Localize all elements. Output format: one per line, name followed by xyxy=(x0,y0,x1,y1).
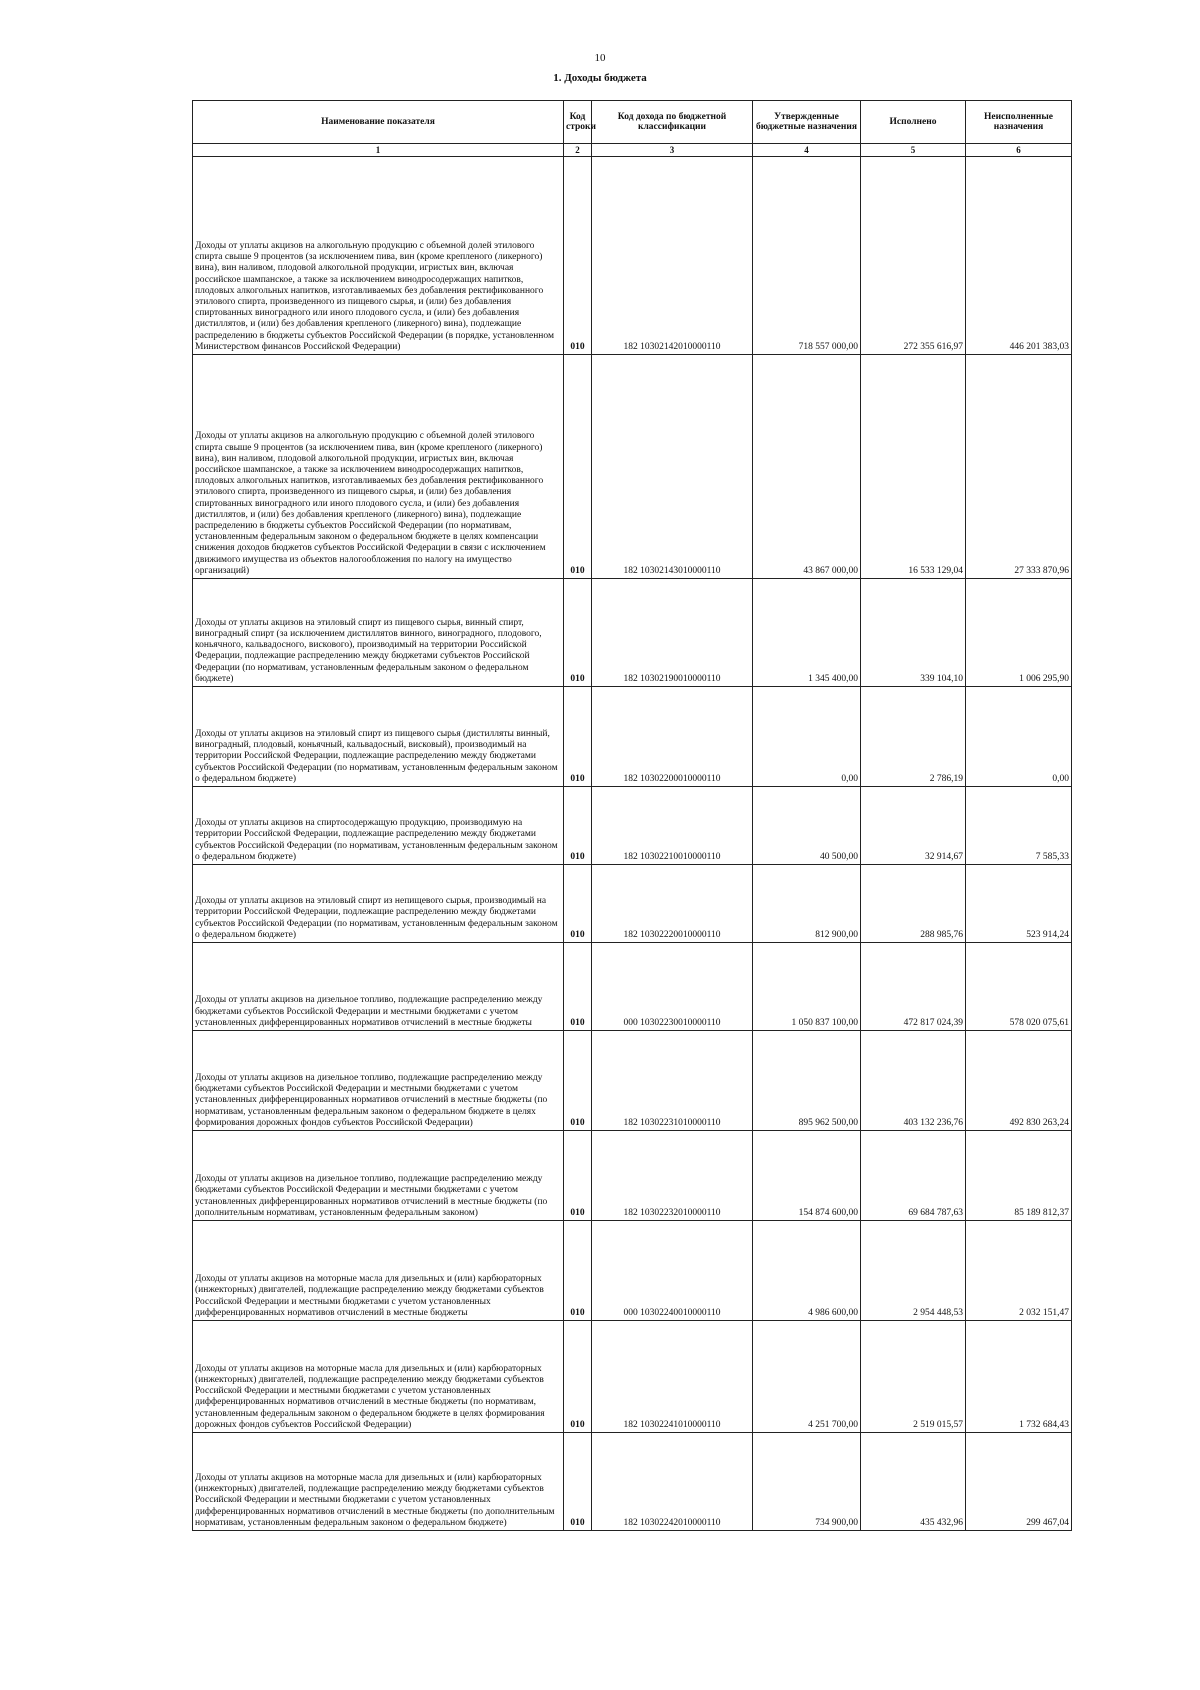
col-header-kbk: Код дохода по бюджетной классификации xyxy=(592,101,753,144)
row-approved: 4 986 600,00 xyxy=(753,1221,861,1321)
row-name: Доходы от уплаты акцизов на спиртосодержащую продукцию, производимую на территории Российской Федерации, подлежащие распределению между бюджетами субъектов Российской Федерации (по нормативам, установленным федеральным законом о федеральном бюджете) xyxy=(193,787,564,865)
row-executed: 2 519 015,57 xyxy=(861,1321,966,1433)
row-approved: 718 557 000,00 xyxy=(753,157,861,355)
row-name: Доходы от уплаты акцизов на дизельное топливо, подлежащие распределению между бюджетами субъектов Российской Федерации и местными бюджетами с учетом установленных дифференцированных нормативов отчислений в местные бюджеты xyxy=(193,943,564,1031)
row-line-code: 010 xyxy=(564,355,592,579)
table-row xyxy=(193,355,1072,579)
row-line-code: 010 xyxy=(564,1131,592,1221)
row-name: Доходы от уплаты акцизов на этиловый спирт из пищевого сырья, винный спирт, виноградный спирт (за исключением дистиллятов винного, виноградного, плодового, коньячного, кальвадосного, вискового), производимый на территории Российской Федерации, подлежащие распределению между бюджетами субъектов Российской Федерации (по нормативам, установленным федеральным законом о федеральном бюджете) xyxy=(193,579,564,687)
row-unexecuted: 492 830 263,24 xyxy=(966,1031,1072,1131)
row-unexecuted: 1 732 684,43 xyxy=(966,1321,1072,1433)
row-name: Доходы от уплаты акцизов на алкогольную продукцию с объемной долей этилового спирта свыше 9 процентов (за исключением пива, вин (кроме крепленого (ликерного) вина), вин наливом, плодовой алкогольной продукции, игристых вин, включая российское шампанское, а также за исключением винодросодержащих напитков, плодовых алкогольных напитков, изготавливаемых без добавления ректификованного этилового спирта, произведенного из пищевого сырья, и (или) без добавления спиртованных виноградного или иного плодового сусла, и (или) без добавления дистиллятов, и (или) без добавления крепленого (ликерного) вина), подлежащие распределению в бюджеты субъектов Российской Федерации (по нормативам, установленным федеральным законом о федеральном бюджете в целях компенсации снижения доходов бюджетов субъектов Российской Федерации в связи с исключением движимого имущества из объектов налогообложения по налогу на имущество организаций) xyxy=(193,355,564,579)
col-number: 2 xyxy=(564,144,592,157)
table-row xyxy=(193,687,1072,787)
row-kbk: 182 10302210010000110 xyxy=(592,787,753,865)
row-kbk: 182 10302231010000110 xyxy=(592,1031,753,1131)
row-unexecuted: 27 333 870,96 xyxy=(966,355,1072,579)
row-approved: 154 874 600,00 xyxy=(753,1131,861,1221)
col-number: 6 xyxy=(966,144,1072,157)
row-unexecuted: 7 585,33 xyxy=(966,787,1072,865)
row-executed: 16 533 129,04 xyxy=(861,355,966,579)
row-approved: 1 050 837 100,00 xyxy=(753,943,861,1031)
row-kbk: 182 10302142010000110 xyxy=(592,157,753,355)
row-line-code: 010 xyxy=(564,579,592,687)
row-executed: 2 954 448,53 xyxy=(861,1221,966,1321)
row-name: Доходы от уплаты акцизов на этиловый спирт из пищевого сырья (дистилляты винный, виноградный, плодовый, коньячный, кальвадосный, висковый), производимый на территории Российской Федерации, подлежащие распределению между бюджетами субъектов Российской Федерации (по нормативам, установленным федеральным законом о федеральном бюджете) xyxy=(193,687,564,787)
header-row xyxy=(193,101,1072,144)
row-name: Доходы от уплаты акцизов на дизельное топливо, подлежащие распределению между бюджетами субъектов Российской Федерации и местными бюджетами с учетом установленных дифференцированных нормативов отчислений в местные бюджеты (по нормативам, установленным федеральным законом о федеральном бюджете в целях формирования дорожных фондов субъектов Российской Федерации) xyxy=(193,1031,564,1131)
row-executed: 339 104,10 xyxy=(861,579,966,687)
table-row xyxy=(193,943,1072,1031)
col-number: 1 xyxy=(193,144,564,157)
row-kbk: 182 10302220010000110 xyxy=(592,865,753,943)
row-name: Доходы от уплаты акцизов на моторные масла для дизельных и (или) карбюраторных (инжекторных) двигателей, подлежащие распределению между бюджетами субъектов Российской Федерации и местными бюджетами с учетом установленных дифференцированных нормативов отчислений в местные бюджеты (по нормативам, установленным федеральным законом о федеральном бюджете в целях формирования дорожных фондов субъектов Российской Федерации) xyxy=(193,1321,564,1433)
row-unexecuted: 446 201 383,03 xyxy=(966,157,1072,355)
row-kbk: 000 10302230010000110 xyxy=(592,943,753,1031)
column-number-row xyxy=(193,144,1072,157)
row-line-code: 010 xyxy=(564,687,592,787)
table-row xyxy=(193,1031,1072,1131)
row-unexecuted: 2 032 151,47 xyxy=(966,1221,1072,1321)
row-name: Доходы от уплаты акцизов на этиловый спирт из непищевого сырья, производимый на территории Российской Федерации, подлежащие распределению между бюджетами субъектов Российской Федерации (по нормативам, установленным федеральным законом о федеральном бюджете) xyxy=(193,865,564,943)
page-number: 10 xyxy=(594,52,606,64)
row-unexecuted: 85 189 812,37 xyxy=(966,1131,1072,1221)
row-kbk: 182 10302200010000110 xyxy=(592,687,753,787)
table-row xyxy=(193,1131,1072,1221)
table-row xyxy=(193,865,1072,943)
row-line-code: 010 xyxy=(564,1221,592,1321)
row-unexecuted: 523 914,24 xyxy=(966,865,1072,943)
row-approved: 812 900,00 xyxy=(753,865,861,943)
row-executed: 2 786,19 xyxy=(861,687,966,787)
table-row xyxy=(193,157,1072,355)
row-kbk: 182 10302232010000110 xyxy=(592,1131,753,1221)
row-executed: 472 817 024,39 xyxy=(861,943,966,1031)
col-header-approved: Утвержденные бюджетные назначения xyxy=(753,101,861,144)
col-header-executed: Исполнено xyxy=(861,101,966,144)
row-kbk: 182 10302190010000110 xyxy=(592,579,753,687)
table-row xyxy=(193,1433,1072,1531)
row-executed: 288 985,76 xyxy=(861,865,966,943)
row-kbk: 000 10302240010000110 xyxy=(592,1221,753,1321)
row-unexecuted: 1 006 295,90 xyxy=(966,579,1072,687)
row-approved: 895 962 500,00 xyxy=(753,1031,861,1131)
row-line-code: 010 xyxy=(564,1321,592,1433)
row-executed: 272 355 616,97 xyxy=(861,157,966,355)
table-row xyxy=(193,1321,1072,1433)
table-row xyxy=(193,787,1072,865)
row-approved: 40 500,00 xyxy=(753,787,861,865)
table-row xyxy=(193,1221,1072,1321)
col-number: 4 xyxy=(753,144,861,157)
row-kbk: 182 10302143010000110 xyxy=(592,355,753,579)
row-line-code: 010 xyxy=(564,1433,592,1531)
page-title: 1. Доходы бюджета xyxy=(553,72,647,84)
row-approved: 1 345 400,00 xyxy=(753,579,861,687)
row-unexecuted: 299 467,04 xyxy=(966,1433,1072,1531)
row-executed: 69 684 787,63 xyxy=(861,1131,966,1221)
row-name: Доходы от уплаты акцизов на дизельное топливо, подлежащие распределению между бюджетами субъектов Российской Федерации и местными бюджетами с учетом установленных дифференцированных нормативов отчислений в местные бюджеты (по дополнительным нормативам, установленным федеральным законом) xyxy=(193,1131,564,1221)
row-approved: 43 867 000,00 xyxy=(753,355,861,579)
row-unexecuted: 578 020 075,61 xyxy=(966,943,1072,1031)
row-line-code: 010 xyxy=(564,943,592,1031)
row-line-code: 010 xyxy=(564,787,592,865)
row-approved: 734 900,00 xyxy=(753,1433,861,1531)
row-kbk: 182 10302241010000110 xyxy=(592,1321,753,1433)
col-header-unexecuted: Неисполненные назначения xyxy=(966,101,1072,144)
col-header-line-code: Код строки xyxy=(564,101,592,144)
row-executed: 403 132 236,76 xyxy=(861,1031,966,1131)
row-line-code: 010 xyxy=(564,1031,592,1131)
col-number: 5 xyxy=(861,144,966,157)
row-executed: 435 432,96 xyxy=(861,1433,966,1531)
row-executed: 32 914,67 xyxy=(861,787,966,865)
table-row xyxy=(193,579,1072,687)
row-name: Доходы от уплаты акцизов на алкогольную продукцию с объемной долей этилового спирта свыше 9 процентов (за исключением пива, вин (кроме крепленого (ликерного) вина), вин наливом, плодовой алкогольной продукции, игристых вин, включая российское шампанское, а также за исключением винодросодержащих напитков, плодовых алкогольных напитков, изготавливаемых без добавления ректификованного этилового спирта, произведенного из пищевого сырья, и (или) без добавления спиртованных виноградного или иного плодового сусла, и (или) без добавления дистиллятов, и (или) без добавления крепленого (ликерного) вина), подлежащие распределению в бюджеты субъектов Российской Федерации (в порядке, установленном Министерством финансов Российской Федерации) xyxy=(193,157,564,355)
row-approved: 0,00 xyxy=(753,687,861,787)
col-number: 3 xyxy=(592,144,753,157)
row-name: Доходы от уплаты акцизов на моторные масла для дизельных и (или) карбюраторных (инжекторных) двигателей, подлежащие распределению между бюджетами субъектов Российской Федерации и местными бюджетами с учетом установленных дифференцированных нормативов отчислений в местные бюджеты (по дополнительным нормативам, установленным федеральным законом о федеральном бюджете) xyxy=(193,1433,564,1531)
row-unexecuted: 0,00 xyxy=(966,687,1072,787)
row-approved: 4 251 700,00 xyxy=(753,1321,861,1433)
col-header-name: Наименование показателя xyxy=(193,101,564,144)
row-line-code: 010 xyxy=(564,865,592,943)
income-table xyxy=(192,100,1072,1531)
row-line-code: 010 xyxy=(564,157,592,355)
row-kbk: 182 10302242010000110 xyxy=(592,1433,753,1531)
row-name: Доходы от уплаты акцизов на моторные масла для дизельных и (или) карбюраторных (инжекторных) двигателей, подлежащие распределению между бюджетами субъектов Российской Федерации и местными бюджетами с учетом установленных дифференцированных нормативов отчислений в местные бюджеты xyxy=(193,1221,564,1321)
